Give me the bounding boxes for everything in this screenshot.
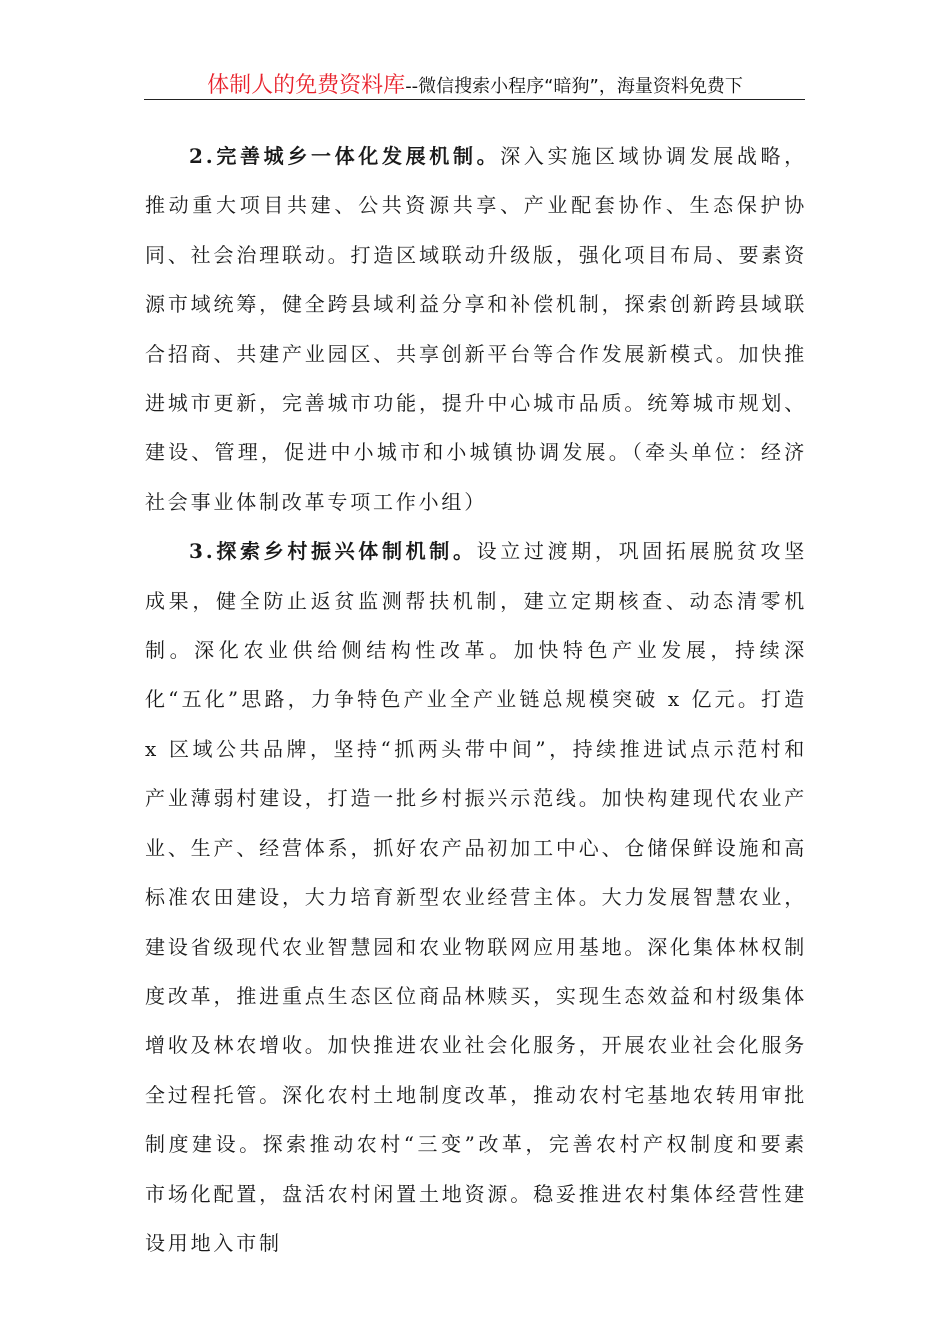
paragraph-rural-revitalization: [145, 527, 807, 1268]
header-tagline: --微信搜索小程序“暗狗”，海量资料免费下: [405, 76, 743, 97]
paragraph-heading: 2.完善城乡一体化发展机制。: [189, 144, 501, 168]
paragraph-text: 设立过渡期，巩固拓展脱贫攻坚成果，健全防止返贫监测帮扶机制，建立定期核查、动态清零机制。深化农业供给侧结构性改革。加快特色产业发展，持续深化“五化”思路，力争特色产业全产业链总规模突破 x 亿元。打造 x 区域公共品牌，坚持“抓两头带中间”，持续推进试点示范村和产业薄弱村建设，打造一批乡村振兴示范线。加快构建现代农业产业、生产、经营体系，抓好农产品初加工中心、仓储保鲜设施和高标准农田建设，大力培育新型农业经营主体。大力发展智慧农业，建设省级现代农业智慧园和农业物联网应用基地。深化集体林权制度改革，推进重点生态区位商品林赎买，实现生态效益和村级集体增收及林农增收。加快推进农业社会化服务，开展农业社会化服务全过程托管。深化农村土地制度改革，推动农村宅基地农转用审批制度建设。探索推动农村“三变”改革，完善农村产权制度和要素市场化配置，盘活农村闲置土地资源。稳妥推进农村集体经营性建设用地入市制: [145, 539, 807, 1255]
header-divider: [144, 99, 805, 100]
paragraph-urban-rural: [145, 132, 807, 527]
document-body: [145, 132, 807, 1268]
header-brand: 体制人的免费资料库: [207, 73, 406, 98]
page-header: [0, 68, 950, 99]
paragraph-text: 深入实施区域协调发展战略，推动重大项目共建、公共资源共享、产业配套协作、生态保护协同、社会治理联动。打造区域联动升级版，强化项目布局、要素资源市域统筹，健全跨县域利益分享和补偿机制，探索创新跨县域联合招商、共建产业园区、共享创新平台等合作发展新模式。加快推进城市更新，完善城市功能，提升中心城市品质。统筹城市规划、建设、管理，促进中小城市和小城镇协调发展。（牵头单位：经济社会事业体制改革专项工作小组）: [145, 144, 807, 514]
paragraph-heading: 3.探索乡村振兴体制机制。: [189, 539, 477, 564]
